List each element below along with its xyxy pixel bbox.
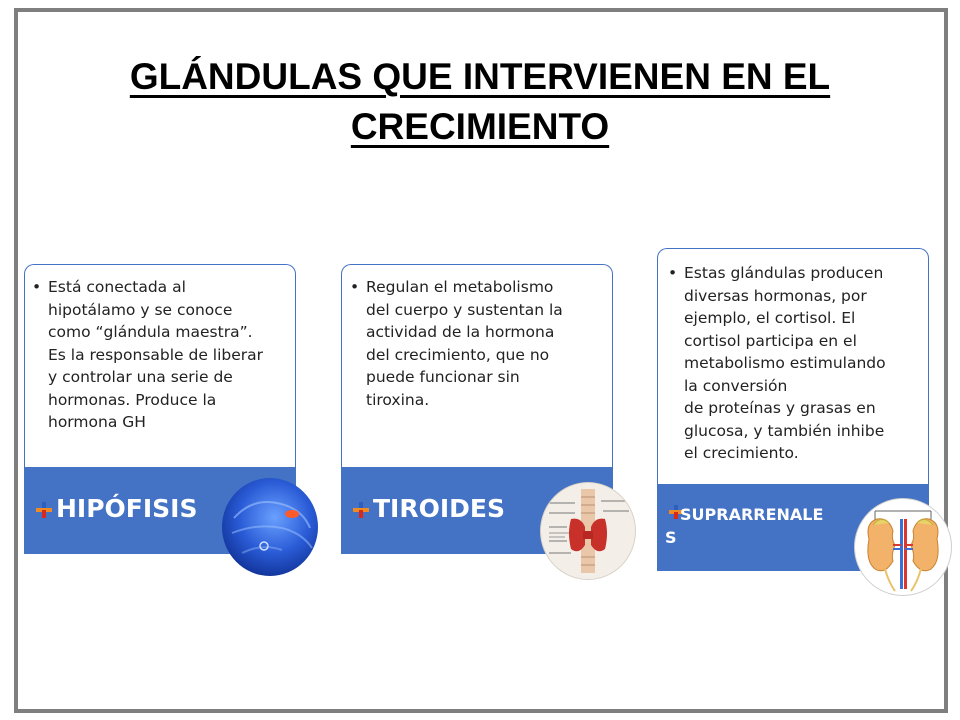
text-line: Está conectada al xyxy=(48,278,186,296)
text-line: ejemplo, el cortisol. El xyxy=(684,309,856,327)
text-line: metabolismo estimulando xyxy=(684,354,886,372)
card-bullet-text xyxy=(32,276,298,434)
text-line: la conversión xyxy=(684,376,788,395)
card-suprarrenales xyxy=(657,248,929,571)
text-line: Es la responsable de liberar xyxy=(48,345,264,364)
text-line: tiroxina. xyxy=(366,390,430,409)
text-line: hormonas. Produce la xyxy=(48,390,217,409)
text-line: como “glándula maestra”. xyxy=(48,323,253,341)
text-line: cortisol participa en el xyxy=(684,331,857,350)
text-line: puede funcionar sin xyxy=(366,368,520,386)
gland-label: HIPÓFISIS xyxy=(56,494,198,523)
gland-label-line-1: SUPRARRENALE xyxy=(680,505,824,524)
card-tiroides xyxy=(341,264,613,554)
plus-icon xyxy=(353,502,369,518)
title-line-2: CRECIMIENTO xyxy=(350,106,610,147)
card-bullet-text xyxy=(668,262,927,465)
text-line: el crecimiento. xyxy=(684,444,799,462)
title-line-1: GLÁNDULAS QUE INTERVIENEN EN EL xyxy=(129,56,831,97)
gland-label: TIROIDES xyxy=(373,494,505,523)
text-line: Estas glándulas producen xyxy=(684,264,884,282)
text-line: Regulan el metabolismo xyxy=(366,278,554,296)
text-line: glucosa, y también inhibe xyxy=(684,421,885,440)
bullet-dot: • xyxy=(350,278,360,296)
page-title xyxy=(0,52,960,152)
text-line: hipotálamo y se conoce xyxy=(48,300,233,319)
text-line: diversas hormonas, por xyxy=(684,286,867,305)
card-hipofisis xyxy=(24,264,296,554)
text-line: actividad de la hormona xyxy=(366,323,555,341)
brain-icon xyxy=(222,478,318,576)
kidney-icon xyxy=(854,498,952,596)
text-line: de proteínas y grasas en xyxy=(684,399,876,417)
text-line: del crecimiento, que no xyxy=(366,345,550,364)
plus-icon xyxy=(36,502,52,518)
bullet-dot: • xyxy=(668,264,678,282)
gland-label xyxy=(665,503,823,549)
bullet-dot: • xyxy=(32,278,42,296)
gland-label-line-2: S xyxy=(665,528,677,547)
text-line: del cuerpo y sustentan la xyxy=(366,300,563,319)
text-line: y controlar una serie de xyxy=(48,368,233,386)
text-line: hormona GH xyxy=(48,413,146,431)
card-bullet-text xyxy=(350,276,611,411)
thyroid-icon xyxy=(540,482,636,580)
